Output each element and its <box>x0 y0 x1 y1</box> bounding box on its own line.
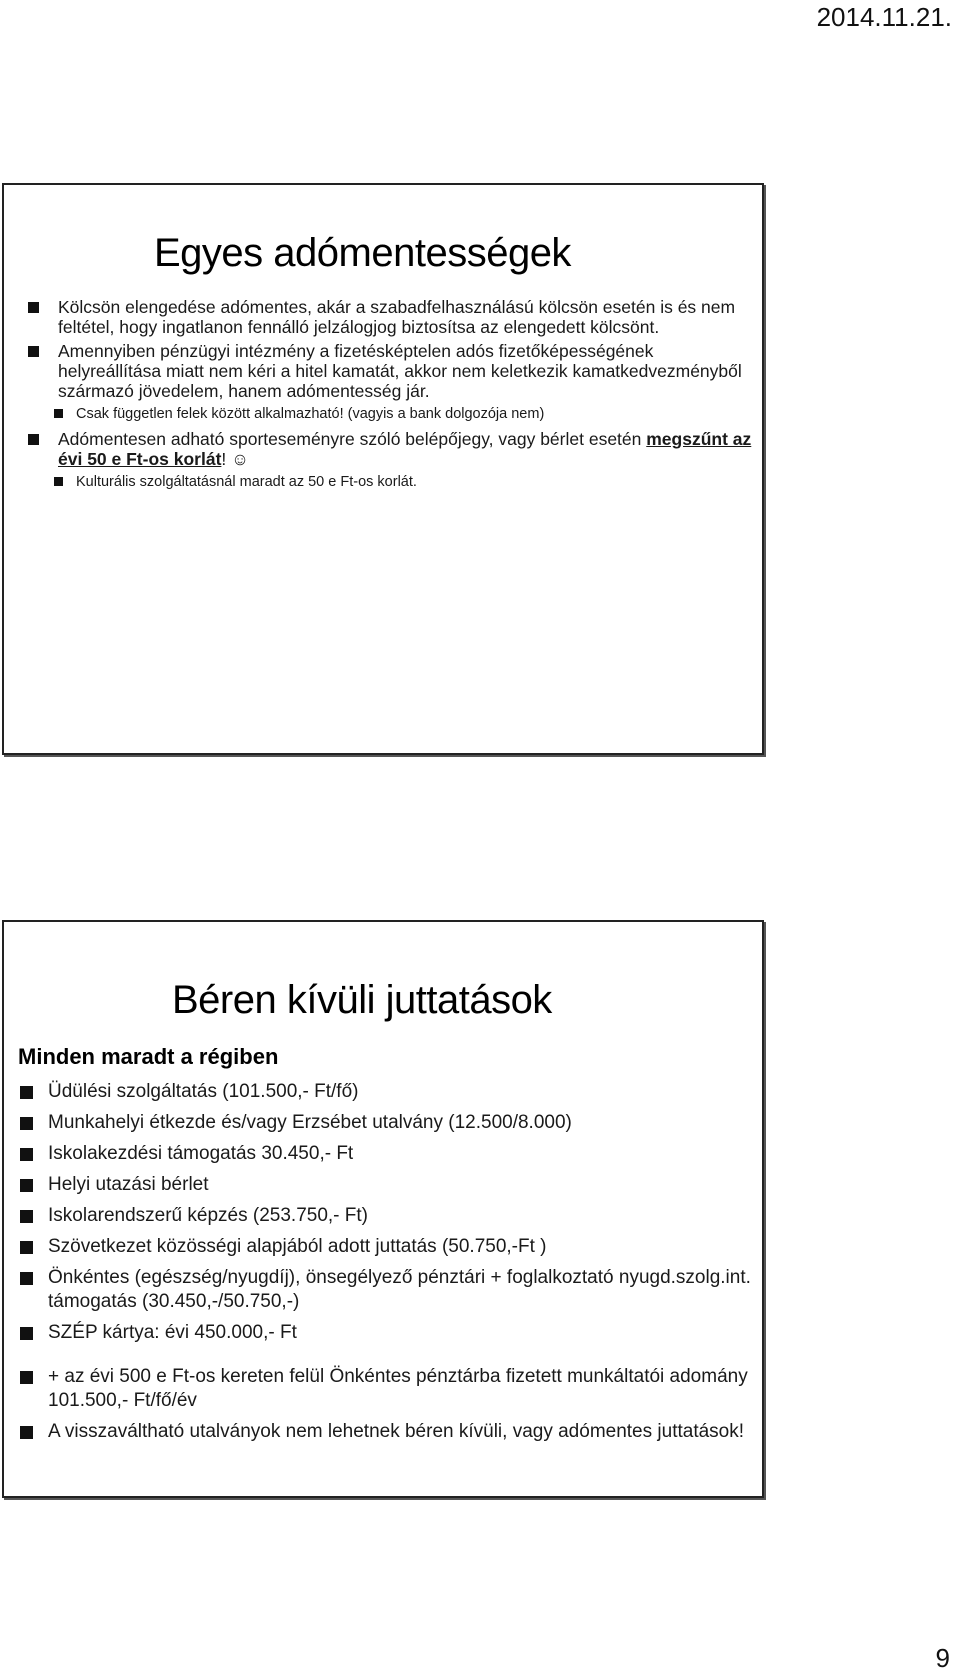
page-date: 2014.11.21. <box>816 2 952 32</box>
slide-subhead: Minden maradt a régiben <box>18 1044 279 1069</box>
bullet-text: Helyi utazási bérlet <box>48 1174 209 1195</box>
slide-title: Egyes adómentességek <box>154 231 571 275</box>
square-bullet-icon <box>20 1117 33 1130</box>
bullet-text: A visszaváltható utalványok nem lehetnek béren kívüli, vagy adómentes juttatások! <box>48 1421 745 1442</box>
square-bullet-icon <box>54 409 63 418</box>
list-item <box>28 429 753 469</box>
square-bullet-icon <box>28 434 39 445</box>
list-item <box>20 1365 760 1413</box>
bullet-text: Kulturális szolgáltatásnál maradt az 50 e Ft-os korlát. <box>76 474 417 490</box>
list-item <box>20 1173 760 1197</box>
square-bullet-icon <box>20 1272 33 1285</box>
list-item <box>54 473 753 491</box>
list-item <box>28 341 753 401</box>
bullet-text: Amennyiben pénzügyi intézmény a fizetésképtelen adós fizetőképességének helyreállítása miatt nem kéri a hitel kamatát, akkor nem keletkezik kamatkedvezményből származó jövedelem, hanem adómentesség jár. <box>58 341 742 401</box>
list-item <box>20 1420 760 1444</box>
list-item <box>20 1204 760 1228</box>
bullet-text: Adómentesen adható sporteseményre szóló belépőjegy, vagy bérlet esetén <box>58 429 647 449</box>
bullet-text: + az évi 500 e Ft-os kereten felül Önkéntes pénztárba fizetett munkáltatói adomány 101.500,- Ft/fő/év <box>48 1366 748 1411</box>
bullet-text: Szövetkezet közösségi alapjából adott juttatás (50.750,-Ft ) <box>48 1236 547 1257</box>
list-item <box>28 297 753 337</box>
bullet-list <box>28 297 753 497</box>
slide-fringe-benefits <box>2 920 764 1498</box>
page-number: 9 <box>935 1643 950 1673</box>
square-bullet-icon <box>28 302 39 313</box>
bullet-list <box>20 1080 760 1451</box>
slide-title: Béren kívüli juttatások <box>172 978 552 1022</box>
bullet-text: Önkéntes (egészség/nyugdíj), önsegélyező pénztári + foglalkoztató nyugd.szolg.int. támogatás (30.450,-/50.750,-) <box>48 1267 751 1312</box>
square-bullet-icon <box>20 1241 33 1254</box>
list-item <box>20 1111 760 1135</box>
square-bullet-icon <box>54 477 63 486</box>
list-item <box>20 1080 760 1104</box>
square-bullet-icon <box>20 1327 33 1340</box>
square-bullet-icon <box>20 1148 33 1161</box>
bullet-text: Iskolakezdési támogatás 30.450,- Ft <box>48 1143 354 1164</box>
square-bullet-icon <box>20 1426 33 1439</box>
square-bullet-icon <box>20 1210 33 1223</box>
bullet-emphasis: megszűnt az évi 50 e Ft-os korlát <box>58 429 752 469</box>
bullet-text: SZÉP kártya: évi 450.000,- Ft <box>48 1322 297 1343</box>
square-bullet-icon <box>20 1086 33 1099</box>
slide-tax-exemptions <box>2 183 764 755</box>
list-item <box>54 405 753 423</box>
bullet-text: Iskolarendszerű képzés (253.750,- Ft) <box>48 1205 368 1226</box>
square-bullet-icon <box>20 1371 33 1384</box>
list-item <box>20 1266 760 1314</box>
bullet-text: Üdülési szolgáltatás (101.500,- Ft/fő) <box>48 1081 359 1102</box>
bullet-text: Munkahelyi étkezde és/vagy Erzsébet utalvány (12.500/8.000) <box>48 1112 572 1133</box>
list-item <box>20 1235 760 1259</box>
list-item <box>20 1142 760 1166</box>
bullet-text-tail: ! ☺ <box>221 449 249 469</box>
bullet-text: Kölcsön elengedése adómentes, akár a szabadfelhasználású kölcsön esetén is és nem feltétel, hogy ingatlanon fennálló jelzálogjog biztosítsa az elengedett kölcsönt. <box>58 297 736 337</box>
square-bullet-icon <box>20 1179 33 1192</box>
list-item <box>20 1321 760 1345</box>
bullet-text: Csak független felek között alkalmazható! (vagyis a bank dolgozója nem) <box>76 406 545 422</box>
square-bullet-icon <box>28 346 39 357</box>
